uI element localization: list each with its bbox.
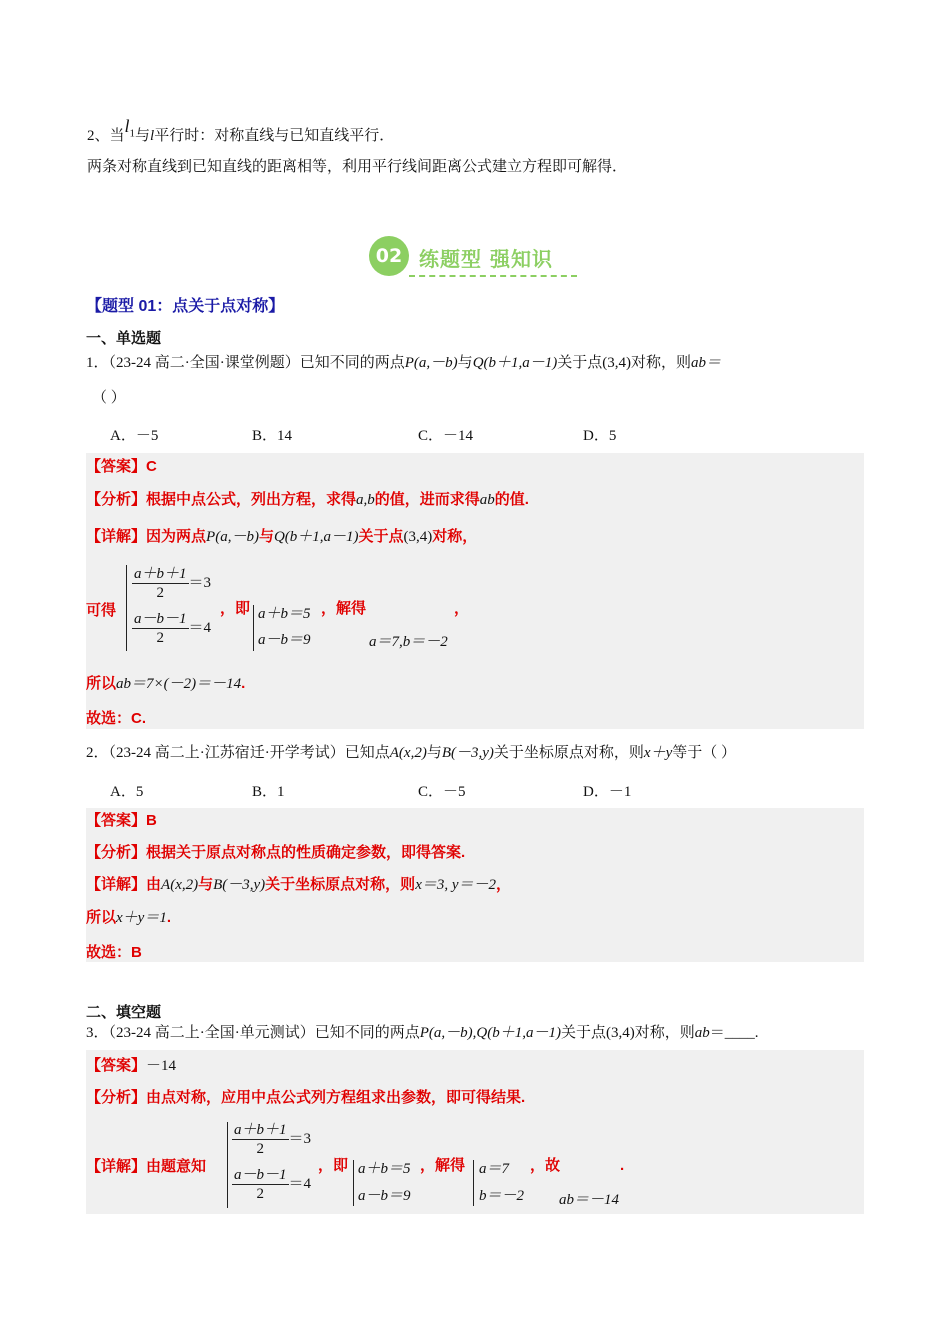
q1-solution-values: a＝7,b＝－2	[369, 634, 448, 650]
q3-system-brace	[227, 1122, 228, 1208]
q2-detail: 【详解】由A(x,2)与B(－3,y)关于坐标原点对称，则x＝3, y＝－2，	[86, 876, 512, 893]
q3-analysis: 【分析】由点对称，应用中点公式列方程组求出参数，即可得结果.	[86, 1089, 526, 1106]
q3-system3-brace	[473, 1160, 474, 1206]
q3-sys2: a－b＝9	[358, 1188, 411, 1204]
intro-line-1	[87, 116, 395, 152]
q3-sys1: a＋b＝5	[358, 1161, 411, 1177]
q1-point-p: P(a,－b)	[404, 355, 458, 371]
q3-answer: 【答案】－14	[86, 1057, 177, 1074]
q3-stem: 3．（23-24 高二上·全国·单元测试）已知不同的两点P(a,－b),Q(b＋1,a－1)关于点(3,4)对称，则ab＝____.	[86, 1025, 759, 1041]
l1-symbol: $l_1$	[124, 116, 136, 140]
q1-analysis: 【分析】根据中点公式，列出方程，求得a,b的值，进而求得ab的值.	[86, 491, 529, 508]
q1-point-q: Q(b＋1,a－1)	[472, 355, 558, 371]
q3-ji: ，即	[318, 1157, 349, 1174]
q1-paren: （ ）	[92, 390, 126, 406]
q3-gu: ，故	[530, 1157, 561, 1174]
q1-option-b[interactable]: B．14	[252, 428, 293, 444]
q3-system2-brace	[353, 1160, 354, 1206]
q2-analysis: 【分析】根据关于原点对称点的性质确定参数，即得答案.	[86, 844, 466, 861]
q3-sol2: b＝－2	[479, 1188, 525, 1204]
q1-solution-box	[86, 453, 864, 729]
q1-system-brace	[126, 565, 127, 651]
q1-system2-brace	[253, 605, 254, 651]
q3-eq1: $\frac{a+b+1}{2}$ ＝3	[234, 1122, 312, 1157]
q1-result: 所以ab＝7×(－2)＝－14.	[86, 675, 246, 692]
q1-ji: ，即	[220, 600, 251, 617]
banner-number: 02	[369, 236, 409, 276]
q3-solution-box	[86, 1050, 864, 1214]
q2-option-d[interactable]: D．－1	[583, 784, 632, 800]
q2-result: 所以x＋y＝1.	[86, 909, 172, 926]
q1-option-d[interactable]: D．5	[583, 428, 617, 444]
q2-option-c[interactable]: C．－5	[418, 784, 466, 800]
q1-comma: ，	[454, 600, 470, 617]
q1-guxuan: 故选：C.	[86, 710, 147, 727]
q1-detail: 【详解】因为两点P(a,－b)与Q(b＋1,a－1)关于点(3,4)对称，	[86, 528, 478, 545]
q1-option-a[interactable]: A．－5	[110, 428, 159, 444]
section-banner	[369, 236, 579, 280]
l-symbol: l	[150, 128, 155, 144]
intro-prefix: 2、当	[87, 128, 125, 144]
q2-option-b[interactable]: B．1	[252, 784, 285, 800]
q3-final: ab＝－14	[559, 1192, 620, 1208]
q1-option-c[interactable]: C．－14	[418, 428, 474, 444]
q1-jiede: ，解得	[321, 600, 367, 617]
q3-detail-label: 【详解】由题意知	[86, 1158, 207, 1175]
q1-eq2: $\frac{a-b-1}{2}$ ＝4	[134, 611, 212, 646]
q2-solution-box	[86, 808, 864, 962]
intro-line-2: 两条对称直线到已知直线的距离相等，利用平行线间距离公式建立方程即可解得．	[87, 159, 628, 175]
banner-title: 练题型 强知识	[419, 247, 553, 271]
q2-guxuan: 故选：B	[86, 944, 142, 961]
q3-sol1: a＝7	[479, 1161, 510, 1177]
part1-heading: 一、单选题	[86, 330, 162, 347]
q2-option-a[interactable]: A．5	[110, 784, 144, 800]
banner-underline	[409, 275, 577, 277]
q1-sys1: a＋b＝5	[258, 606, 311, 622]
q1-eq1: $\frac{a+b+1}{2}$ ＝3	[134, 566, 212, 601]
q2-answer: 【答案】B	[86, 812, 157, 829]
section-title: 【题型 01：点关于点对称】	[86, 298, 285, 315]
q3-jiede: ，解得	[420, 1157, 466, 1174]
q3-period: .	[620, 1157, 625, 1174]
intro-mid: 与	[135, 128, 151, 144]
q3-eq2: $\frac{a-b-1}{2}$ ＝4	[234, 1167, 312, 1202]
q1-sys2: a－b＝9	[258, 632, 311, 648]
q1-kede: 可得	[86, 602, 117, 619]
intro-suffix: 平行时：对称直线与已知直线平行．	[154, 128, 395, 144]
part2-heading: 二、填空题	[86, 1004, 162, 1021]
q2-stem: 2．（23-24 高二上·江苏宿迁·开学考试）已知点A(x,2)与B(－3,y)关于坐标原点对称，则x＋y等于（ ）	[86, 745, 737, 761]
q1-stem: 1．（23-24 高二·全国·课堂例题）已知不同的两点P(a,－b)与Q(b＋1,a－1)关于点(3,4)对称，则ab＝	[86, 355, 722, 371]
q1-answer: 【答案】C	[86, 458, 157, 475]
